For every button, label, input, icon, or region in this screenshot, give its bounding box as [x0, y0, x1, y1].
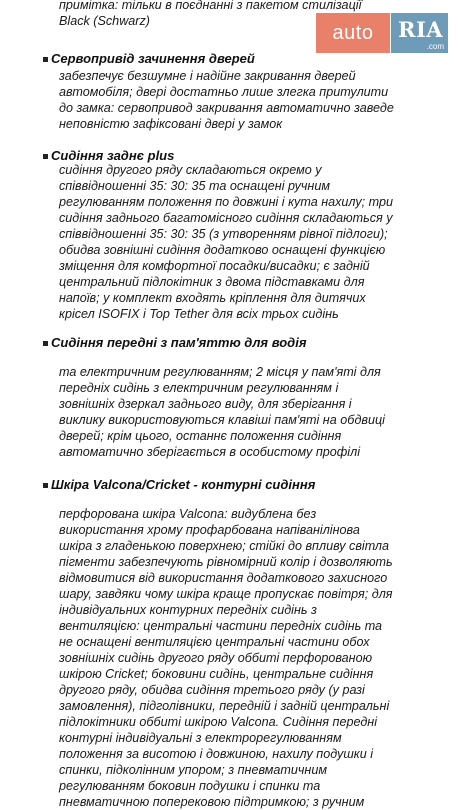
- body-line: шкірою Cricket; боковини сидінь, центральне сидіння: [59, 667, 374, 681]
- body-line: перфорована шкіра Valcona: видублена без: [59, 507, 317, 521]
- body-line: зміщення для комфортної посадки/висадки; є задній: [59, 259, 370, 273]
- body-line: передніх сидінь з електричним регулюванням і: [59, 381, 339, 395]
- intro-line: примітка: тільки в поєднанні з пакетом стилізації: [59, 0, 362, 12]
- bullet-icon: [43, 154, 48, 159]
- body-line: відмовитися від використання додаткового захисного: [59, 571, 388, 585]
- bullet-icon: [43, 57, 48, 62]
- body-line: шкіра з гладенькою поверхнею; стійкі до впливу світла: [59, 539, 390, 553]
- body-line: сидіння заднього багатомісного сидіння складаються у: [59, 211, 393, 225]
- section-body: [59, 364, 385, 460]
- watermark-auto-text: auto: [316, 13, 390, 53]
- section-heading: Сидіння передні з пам'яттю для водія: [51, 335, 307, 350]
- body-line: шару, завдяки чому шкіра краще пропускає повітря; для: [59, 587, 393, 601]
- section-body: [59, 506, 393, 810]
- section-heading: Шкіра Valcona/Cricket - контурні сидіння: [51, 477, 316, 492]
- watermark-com-text: .com: [426, 42, 444, 51]
- body-line: автомобіля; двері достатньо лише злегка притулити: [59, 85, 389, 99]
- body-line: забезпечує безшумне і надійне закривання дверей: [59, 69, 356, 83]
- section-body: [59, 68, 394, 132]
- body-line: виклику використовуються клавіші пам'яті на обдвиці: [59, 413, 385, 427]
- bullet-icon: [43, 483, 48, 488]
- body-line: пневматичною поперековою підтримкою; з ручним: [59, 795, 365, 809]
- body-line: індивідуальних контурних передніх сидінь з: [59, 603, 317, 617]
- intro-line: Black (Schwarz): [59, 14, 150, 28]
- body-line: зовнішніх дзеркал заднього виду, для зберігання і: [59, 397, 352, 411]
- body-line: та електричним регулюванням; 2 місця у пам'яті для: [59, 365, 381, 379]
- body-line: дверей; крім цього, останнє положення сидіння: [59, 429, 342, 443]
- auto-ria-watermark: [316, 13, 448, 53]
- section-heading: Сервопривід зачинення дверей: [51, 51, 255, 66]
- body-line: регулюванням боковин подушки і спинки та: [59, 779, 321, 793]
- body-line: підлокітники оббиті шкірою Valcona. Сидіння передні: [59, 715, 378, 729]
- body-line: положення за висотою і довжиною, нахилу подушки і: [59, 747, 374, 761]
- body-line: пігменти забезпечують рівномірний колір і дозволяють: [59, 555, 393, 569]
- body-line: неповністю зафіксовані двері у замок: [59, 117, 283, 131]
- body-line: обидва зовнішні сидіння додатково оснащені функцією: [59, 243, 386, 257]
- body-line: вентиляцією: центральні частини передніх сидінь та: [59, 619, 383, 633]
- watermark-ria-text: RIA: [398, 17, 444, 42]
- body-line: замовлення), підголівники, передній і задній центральні: [59, 699, 390, 713]
- section-heading: Сидіння заднє plus: [51, 148, 175, 163]
- body-line: другого ряду, обидва сидіння третього ряду (у разі: [59, 683, 365, 697]
- body-line: до замка: сервопривод закривання автоматично заведе: [59, 101, 394, 115]
- section-body: [59, 162, 393, 322]
- body-line: автоматично зберігається в особистому профілі: [59, 445, 360, 459]
- body-line: регулюванням положення по довжині і кута нахилу; три: [59, 195, 394, 209]
- body-line: спинки, підколінним упором; з пневматичним: [59, 763, 327, 777]
- body-line: напоїв; у комплект входять кріплення для дитячих: [59, 291, 366, 305]
- body-line: сидіння другого ряду складаються окремо у: [59, 163, 322, 177]
- watermark-ria-block: [391, 13, 448, 53]
- body-line: не оснащені вентиляцією центральні частини обох: [59, 635, 370, 649]
- body-line: центральний підлокітник з двома підставками для: [59, 275, 365, 289]
- body-line: контурні індивідуальні з електрорегулюванням: [59, 731, 342, 745]
- body-line: співвідношенні 35: 30: 35 (з утворенням рівної підлоги);: [59, 227, 388, 241]
- body-line: крісел ISOFIX і Top Tether для всіх трьох сидінь: [59, 307, 339, 321]
- bullet-icon: [43, 341, 48, 346]
- body-line: співвідношенні 35: 30: 35 та оснащені ручним: [59, 179, 331, 193]
- body-line: зовнішніх сидінь другого ряду оббиті перфорованою: [59, 651, 373, 665]
- body-line: використання хрому профарбована напіванілінова: [59, 523, 360, 537]
